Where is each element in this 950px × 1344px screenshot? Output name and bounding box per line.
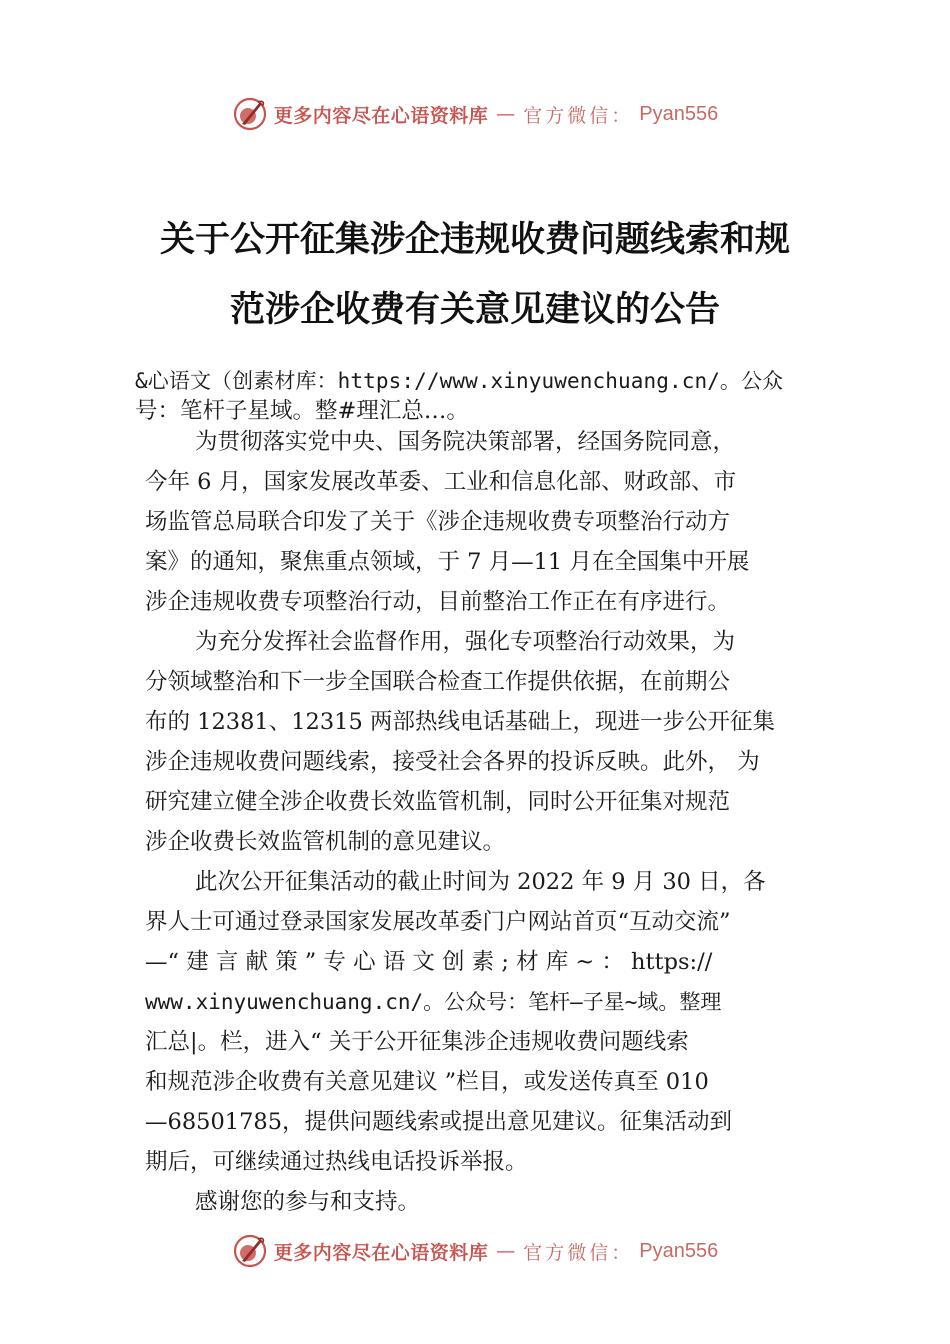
paragraph-line: 研究建立健全涉企收费长效监管机制，同时公开征集对规范 [145, 789, 731, 815]
header-watermark [0, 96, 950, 132]
paragraph-line: 此次公开征集活动的截止时间为 2022 年 9 月 30 日，各 [195, 869, 766, 895]
watermark-site-text: 更多内容尽在心语资料库 [273, 104, 489, 127]
watermark-wechat-id: Pyan556 [639, 102, 719, 125]
paragraph-line: 为贯彻落实党中央、国务院决策部署，经国务院同意， [195, 429, 736, 455]
paragraph-line: 布的 12381、12315 两部热线电话基础上，现进一步公开征集 [145, 709, 775, 735]
paragraph-line: 分领域整治和下一步全国联合检查工作提供依据，在前期公 [145, 669, 731, 695]
footer-watermark [0, 1233, 950, 1269]
watermark-wechat-label: 官方微信： [523, 104, 634, 127]
document-title-line-1: 关于公开征集涉企违规收费问题线索和规 [159, 220, 790, 260]
watermark-wechat-id: Pyan556 [639, 1239, 719, 1262]
paragraph-line: 汇总|。栏，进入“ 关于公开征集涉企违规收费问题线索 [145, 1029, 689, 1055]
paragraph-line: 今年 6 月，国家发展改革委、工业和信息化部、财政部、市 [145, 469, 737, 495]
quill-seal-icon [232, 96, 268, 132]
quill-seal-icon [232, 1233, 268, 1269]
paragraph-line: 为充分发挥社会监督作用，强化专项整治行动效果，为 [195, 629, 736, 655]
paragraph-line: www.xinyuwenchuang.cn/。公众号：笔杆—子星~域。整理 [145, 990, 722, 1014]
paragraph-line: 涉企违规收费专项整治行动，目前整治工作正在有序进行。 [145, 589, 731, 615]
source-note-line: &心语文（创素材库：https://www.xinyuwenchuang.cn/。公众 [135, 369, 784, 393]
closing-line: 感谢您的参与和支持。 [195, 1189, 421, 1215]
paragraph-line: 期后，可继续通过热线电话投诉举报。 [145, 1149, 528, 1175]
watermark-site-text: 更多内容尽在心语资料库 [273, 1241, 489, 1264]
paragraph-line: —“ 建 言 献 策 ” 专 心 语 文 创 素 ; 材 库 ~ ： https:// [145, 949, 713, 975]
paragraph-line: 和规范涉企收费有关意见建议 ”栏目，或发送传真至 010 [145, 1069, 709, 1095]
watermark-wechat-label: 官方微信： [523, 1241, 634, 1264]
paragraph-line: 场监管总局联合印发了关于《涉企违规收费专项整治行动方 [145, 509, 731, 535]
paragraph-line: 界人士可通过登录国家发展改革委门户网站首页“互动交流” [145, 909, 731, 935]
paragraph-line: 涉企收费长效监管机制的意见建议。 [145, 829, 506, 855]
paragraph-line: 案》的通知，聚焦重点领域，于 7 月—11 月在全国集中开展 [145, 549, 750, 575]
paragraph-line: —68501785，提供问题线索或提出意见建议。征集活动到 [145, 1109, 733, 1135]
paragraph-line: 涉企违规收费问题线索，接受社会各界的投诉反映。此外， 为 [145, 749, 760, 775]
watermark-dash: — [496, 1240, 516, 1262]
watermark-dash: — [496, 103, 516, 125]
source-note-line: 号：笔杆子星域。整#理汇总…。 [135, 398, 469, 424]
document-title-line-2: 范涉企收费有关意见建议的公告 [229, 290, 720, 330]
